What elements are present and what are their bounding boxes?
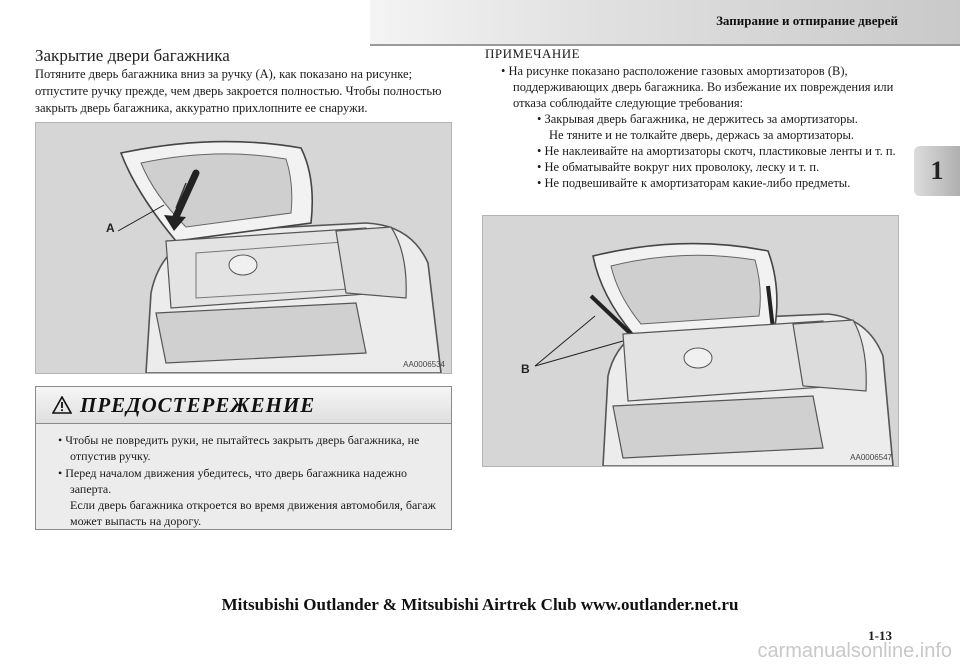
intro-text: Потяните дверь багажника вниз за ручку (A), как показано на рисунке; отпустите ручку прежде, чем дверь закроется полностью. Чтобы полностью закрыть дверь багажника, аккуратно прихлопните ее снаружи. — [35, 67, 442, 115]
car-rear-illustration — [36, 123, 451, 373]
warning-box — [35, 386, 452, 530]
section-title: Закрытие двери багажника — [35, 46, 230, 65]
warning-triangle-icon — [52, 396, 72, 414]
warning-item — [36, 465, 451, 529]
page-header-bar — [370, 0, 960, 46]
note-item-extra: Не тяните и не толкайте дверь, держась за амортизаторы. — [549, 128, 855, 142]
warning-item-text: • Перед началом движения убедитесь, что дверь багажника надежно заперта. — [58, 466, 408, 496]
note-item-text: • Не наклеивайте на амортизаторы скотч, пластиковые ленты и т. п. — [537, 144, 896, 158]
warning-list — [36, 424, 451, 529]
watermark: carmanualsonline.info — [757, 640, 952, 662]
note-main — [485, 63, 915, 191]
warning-item — [36, 432, 451, 464]
header-title: Запирание и отпирание дверей — [716, 13, 898, 28]
tailgate-closing-figure — [35, 122, 452, 374]
figure-label-a: A — [106, 221, 115, 235]
figure-code: AA0006534 — [403, 360, 445, 369]
page-number: 1-13 — [868, 628, 892, 643]
warning-item-text: • Чтобы не повредить руки, не пытайтесь закрыть дверь багажника, не отпустив ручку. — [58, 433, 420, 463]
warning-title: ПРЕДОСТЕРЕЖЕНИЕ — [80, 392, 316, 417]
note-item — [513, 111, 915, 143]
note-item — [513, 159, 915, 175]
note-item-text: • Не подвешивайте к амортизаторам какие-либо предметы. — [537, 176, 851, 190]
note-item-text: • Закрывая дверь багажника, не держитесь за амортизаторы. — [537, 112, 858, 126]
note-item — [513, 175, 915, 191]
note-list — [485, 63, 915, 191]
warning-header — [36, 387, 451, 424]
note-main-text: • На рисунке показано расположение газовых амортизаторов (B), поддерживающих дверь багажника. Во избежание их повреждения или отказа соблюдайте следующие требования: — [501, 64, 894, 110]
note-title: ПРИМЕЧАНИЕ — [485, 46, 581, 61]
figure-code: AA0006547 — [850, 453, 892, 462]
figure-label-b: B — [521, 362, 530, 376]
car-struts-illustration — [483, 216, 898, 466]
warning-item-extra: Если дверь багажника откроется во время движения автомобиля, багаж может выпасть на дорогу. — [70, 498, 436, 528]
gas-struts-figure — [482, 215, 899, 467]
chapter-tab: 1 — [914, 146, 960, 196]
note-sub-list — [513, 111, 915, 191]
footer-banner: Mitsubishi Outlander & Mitsubishi Airtrek Club www.outlander.net.ru — [221, 595, 739, 614]
note-item — [513, 143, 915, 159]
note-item-text: • Не обматывайте вокруг них проволоку, леску и т. п. — [537, 160, 820, 174]
